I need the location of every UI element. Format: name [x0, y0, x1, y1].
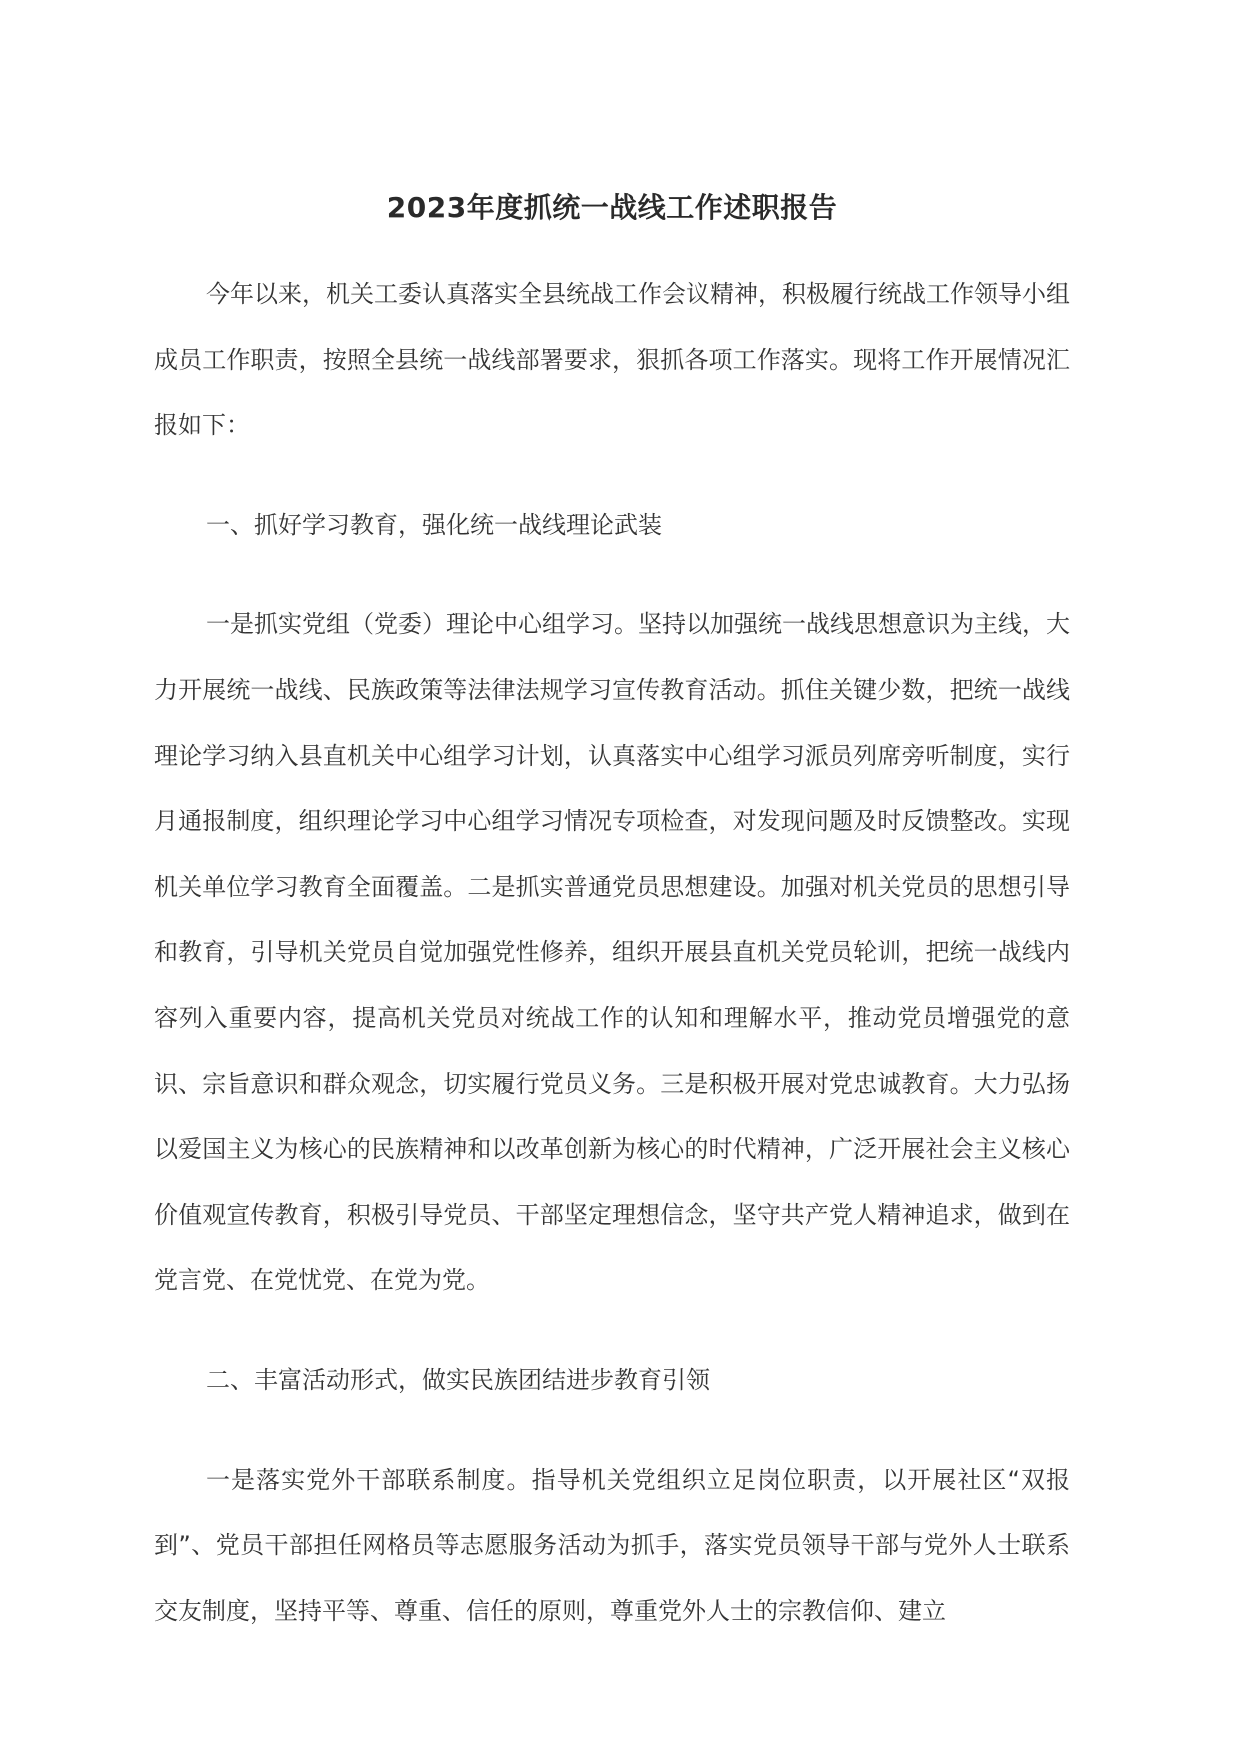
document-page: [154, 188, 1070, 1644]
intro-paragraph: 今年以来，机关工委认真落实全县统战工作会议精神，积极履行统战工作领导小组成员工作职责，按照全县统一战线部署要求，狠抓各项工作落实。现将工作开展情况汇报如下：: [154, 280, 1070, 440]
section-heading-1: 一、抓好学习教育，强化统一战线理论武装: [206, 510, 662, 539]
section-1-body-paragraph: 一是抓实党组（党委）理论中心组学习。坚持以加强统一战线思想意识为主线，大力开展统一战线、民族政策等法律法规学习宣传教育活动。抓住关键少数，把统一战线理论学习纳入县直机关中心组学习计划，认真落实中心组学习派员列席旁听制度，实行月通报制度，组织理论学习中心组学习情况专项检查，对发现问题及时反馈整改。实现机关单位学习教育全面覆盖。二是抓实普通党员思想建设。加强对机关党员的思想引导和教育，引导机关党员自觉加强党性修养，组织开展县直机关党员轮训，把统一战线内容列入重要内容，提高机关党员对统战工作的认知和理解水平，推动党员增强党的意识、宗旨意识和群众观念，切实履行党员义务。三是积极开展对党忠诚教育。大力弘扬以爱国主义为核心的民族精神和以改革创新为核心的时代精神，广泛开展社会主义核心价值观宣传教育，积极引导党员、干部坚定理想信念，坚守共产党人精神追求，做到在党言党、在党忧党、在党为党。: [154, 610, 1070, 1295]
section-heading-2: 二、丰富活动形式，做实民族团结进步教育引领: [206, 1365, 710, 1394]
document-title: 2023年度抓统一战线工作述职报告: [386, 191, 838, 224]
section-2-body-paragraph: 一是落实党外干部联系制度。指导机关党组织立足岗位职责，以开展社区“双报到”、党员干部担任网格员等志愿服务活动为抓手，落实党员领导干部与党外人士联系交友制度，坚持平等、尊重、信任的原则，尊重党外人士的宗教信仰、建立: [154, 1465, 1070, 1625]
